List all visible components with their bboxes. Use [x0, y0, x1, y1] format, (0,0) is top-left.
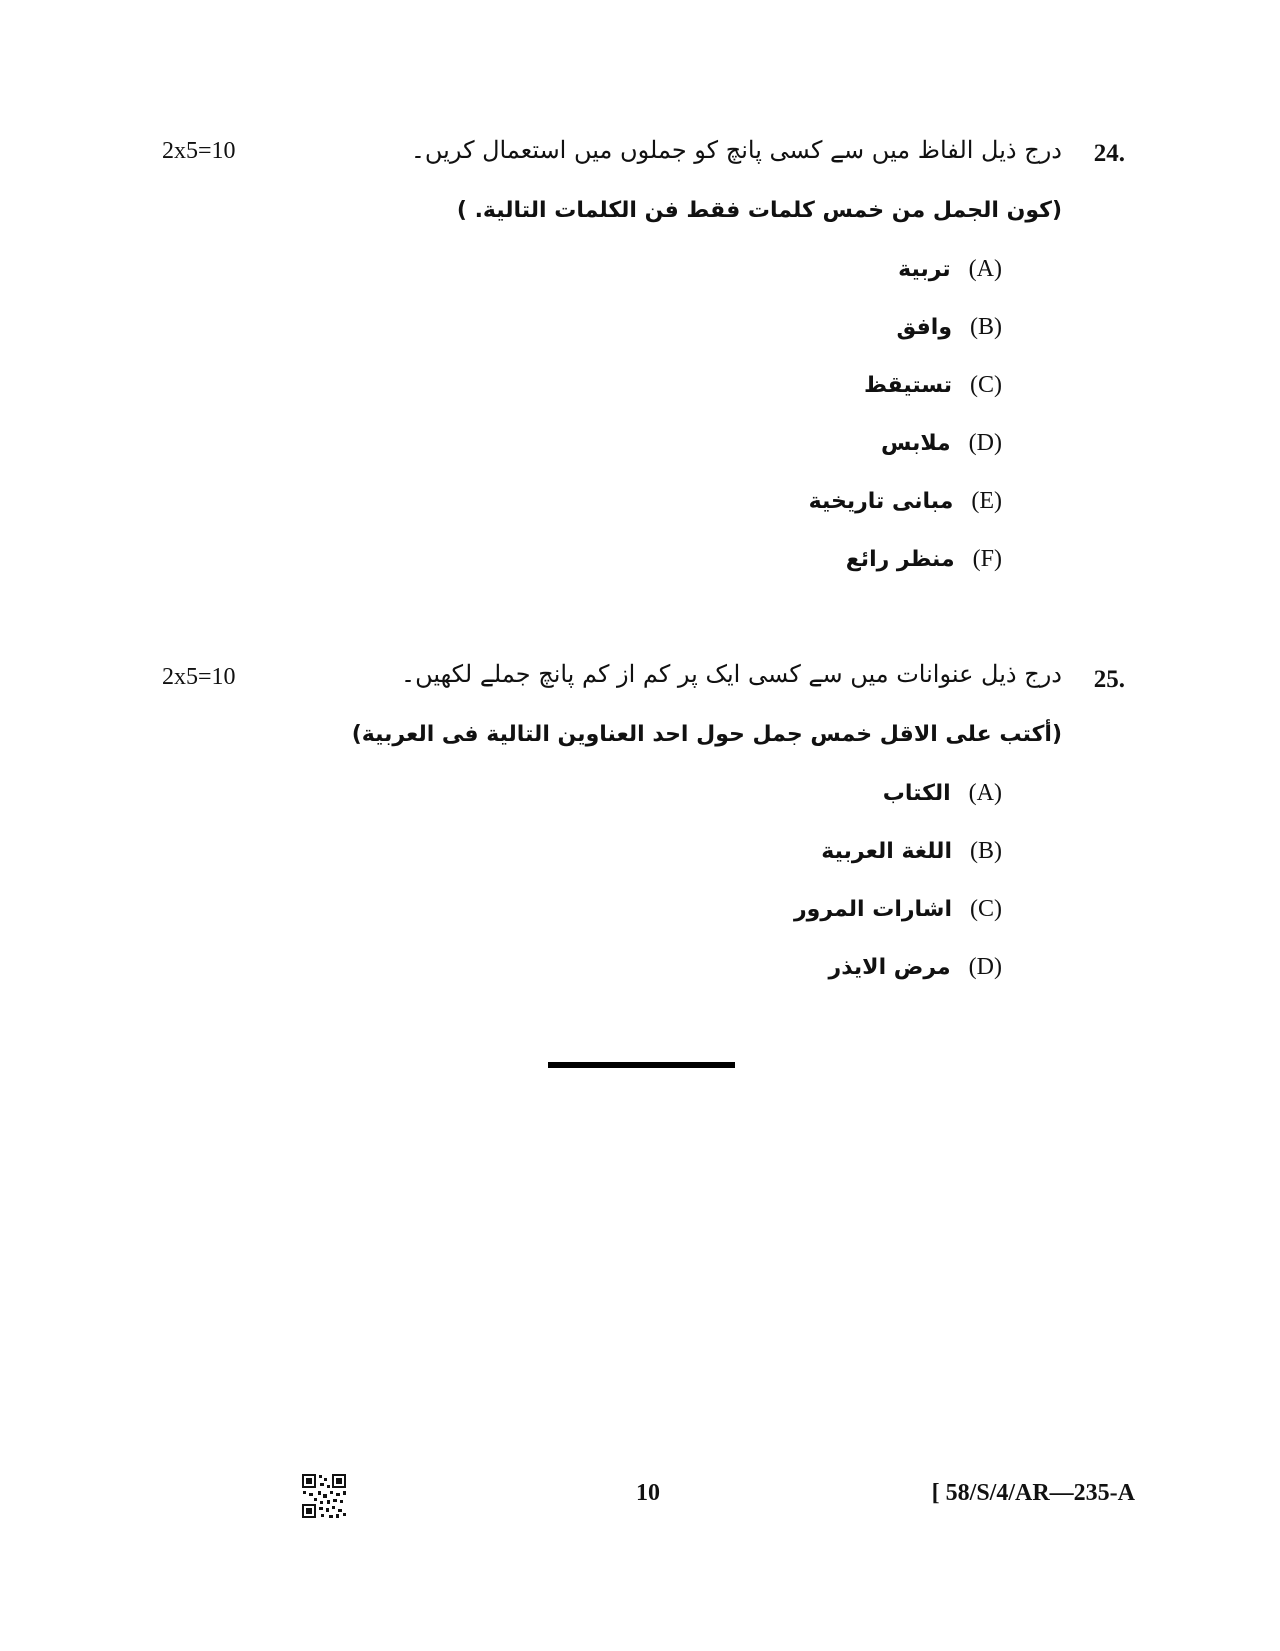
option-letter: (A)	[968, 256, 1002, 282]
instruction-urdu-q24: درج ذیل الفاظ میں سے کسی پانچ کو جملوں میں استعمال کریں۔	[410, 136, 1062, 164]
instruction-urdu-q25: درج ذیل عنوانات میں سے کسی ایک پر کم از کم پانچ جملے لکھیں۔	[401, 660, 1062, 688]
option-letter: (B)	[970, 314, 1002, 340]
option-text: وافق	[896, 315, 952, 340]
option-text: الكتاب	[882, 781, 951, 806]
option-letter: (C)	[970, 896, 1002, 922]
paper-code: [ 58/S/4/AR—235-A	[931, 1480, 1135, 1506]
question-number-25: 25.	[1093, 666, 1125, 693]
option-text: اللغة العربية	[821, 839, 952, 864]
option-text: منظر رائع	[845, 547, 955, 572]
option-text: ملابس	[880, 431, 951, 456]
option-q24-c	[864, 372, 1002, 399]
option-q24-b	[897, 314, 1002, 341]
marks-q25: 2x5=10	[162, 664, 236, 690]
option-letter: (F)	[972, 546, 1002, 572]
question-number-24: 24.	[1093, 140, 1125, 167]
end-divider	[548, 1062, 735, 1068]
option-q25-c	[794, 896, 1002, 923]
option-text: اشارات المرور	[794, 897, 952, 922]
option-text: مبانی تاريخية	[808, 489, 954, 514]
option-q25-a	[883, 780, 1002, 807]
instruction-arabic-q24: (كون الجمل من خمس كلمات فقط فن الكلمات التالية. )	[456, 198, 1062, 223]
page-number: 10	[636, 1480, 660, 1506]
option-text: تستيقظ	[864, 373, 952, 398]
option-letter: (B)	[970, 838, 1002, 864]
marks-q24: 2x5=10	[162, 138, 236, 164]
qr-code-icon	[300, 1472, 348, 1520]
option-letter: (D)	[968, 430, 1002, 456]
option-q24-d	[881, 430, 1002, 457]
option-q25-b	[821, 838, 1002, 865]
option-letter: (A)	[968, 780, 1002, 806]
option-q24-f	[846, 546, 1002, 573]
option-text: تربية	[898, 257, 951, 282]
option-letter: (C)	[970, 372, 1002, 398]
option-letter: (D)	[968, 954, 1002, 980]
option-q25-d	[829, 954, 1002, 981]
option-letter: (E)	[971, 488, 1002, 514]
option-q24-a	[898, 256, 1002, 283]
option-text: مرض الايذر	[828, 955, 951, 980]
instruction-arabic-q25: (أكتب على الاقل خمس جمل حول احد العناوين التالية فى العربية)	[351, 722, 1062, 747]
option-q24-e	[809, 488, 1002, 515]
